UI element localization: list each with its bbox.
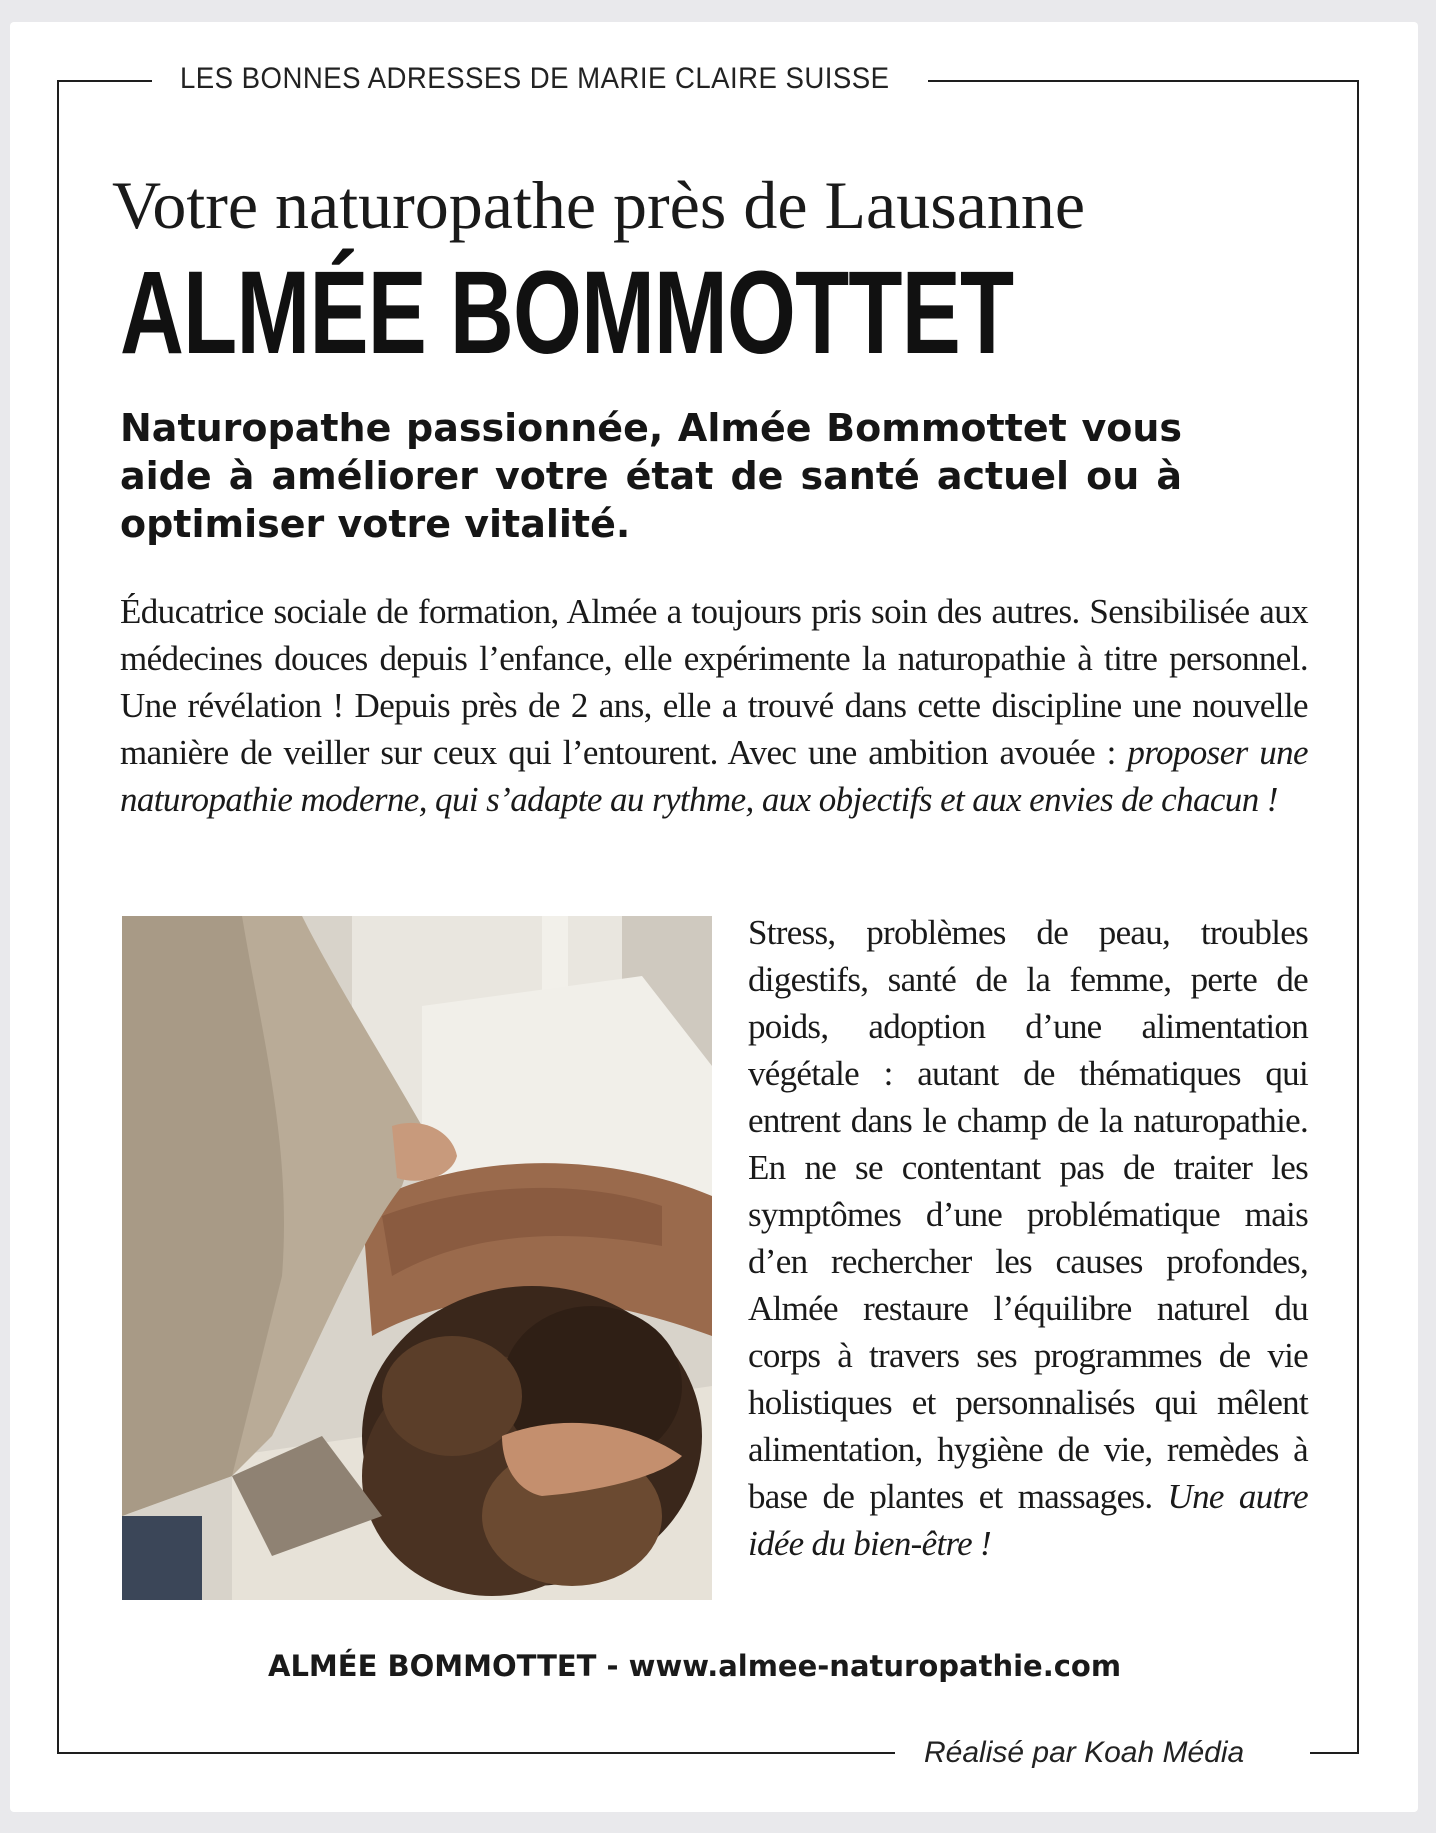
article-body <box>748 909 1308 1567</box>
frame-border-left <box>57 80 59 1754</box>
intro-text: Éducatrice sociale de formation, Almée a toujours pris soin des autres. Sensibilisée aux médecines douces depuis l’enfance, elle expérimente la naturopathie à titre personnel. Une révélation ! Depuis près de 2 ans, elle a trouvé dans cette discipline une nouvelle manière de veiller sur ceux qui l’entourent. Avec une ambition avouée : <box>120 592 1308 772</box>
frame-border-right <box>1357 80 1359 1754</box>
credit-line: Réalisé par Koah Média <box>924 1736 1245 1769</box>
article-lead: Naturopathe passionnée, Almée Bommottet vous aide à améliorer votre état de santé actuel ou à optimiser votre vitalité. <box>120 406 1182 546</box>
article-intro <box>120 588 1308 823</box>
frame-border-top-left <box>57 80 152 82</box>
intro-italic-text: proposer une naturopathie moderne, qui s’adapte au rythme, aux objectifs et aux envies de chacun ! <box>120 733 1308 819</box>
massage-photo <box>122 916 712 1600</box>
contact-line: ALMÉE BOMMOTTET - www.almee-naturopathie.com <box>268 1649 1122 1683</box>
frame-border-top-right <box>928 80 1359 82</box>
body-italic-text: Une autre idée du bien-être ! <box>748 1477 1308 1563</box>
body-text: Stress, problèmes de peau, troubles digestifs, santé de la femme, perte de poids, adoption d’une alimentation végétale : autant de thématiques qui entrent dans le champ de la naturopathie. En ne se contentant pas de traiter les symptômes d’une problématique mais d’en rechercher les causes profondes, Almée restaure l’équilibre naturel du corps à travers ses programmes de vie holistiques et personnalisés qui mêlent alimentation, hygiène de vie, remèdes à base de plantes et massages. <box>748 913 1308 1516</box>
article-title: ALMÉE BOMMOTTET <box>120 247 1014 379</box>
section-header: LES BONNES ADRESSES DE MARIE CLAIRE SUISSE <box>180 62 890 95</box>
article-subtitle: Votre naturopathe près de Lausanne <box>112 167 1086 243</box>
frame-border-bottom-left <box>57 1752 895 1754</box>
frame-border-bottom-right <box>1310 1752 1359 1754</box>
